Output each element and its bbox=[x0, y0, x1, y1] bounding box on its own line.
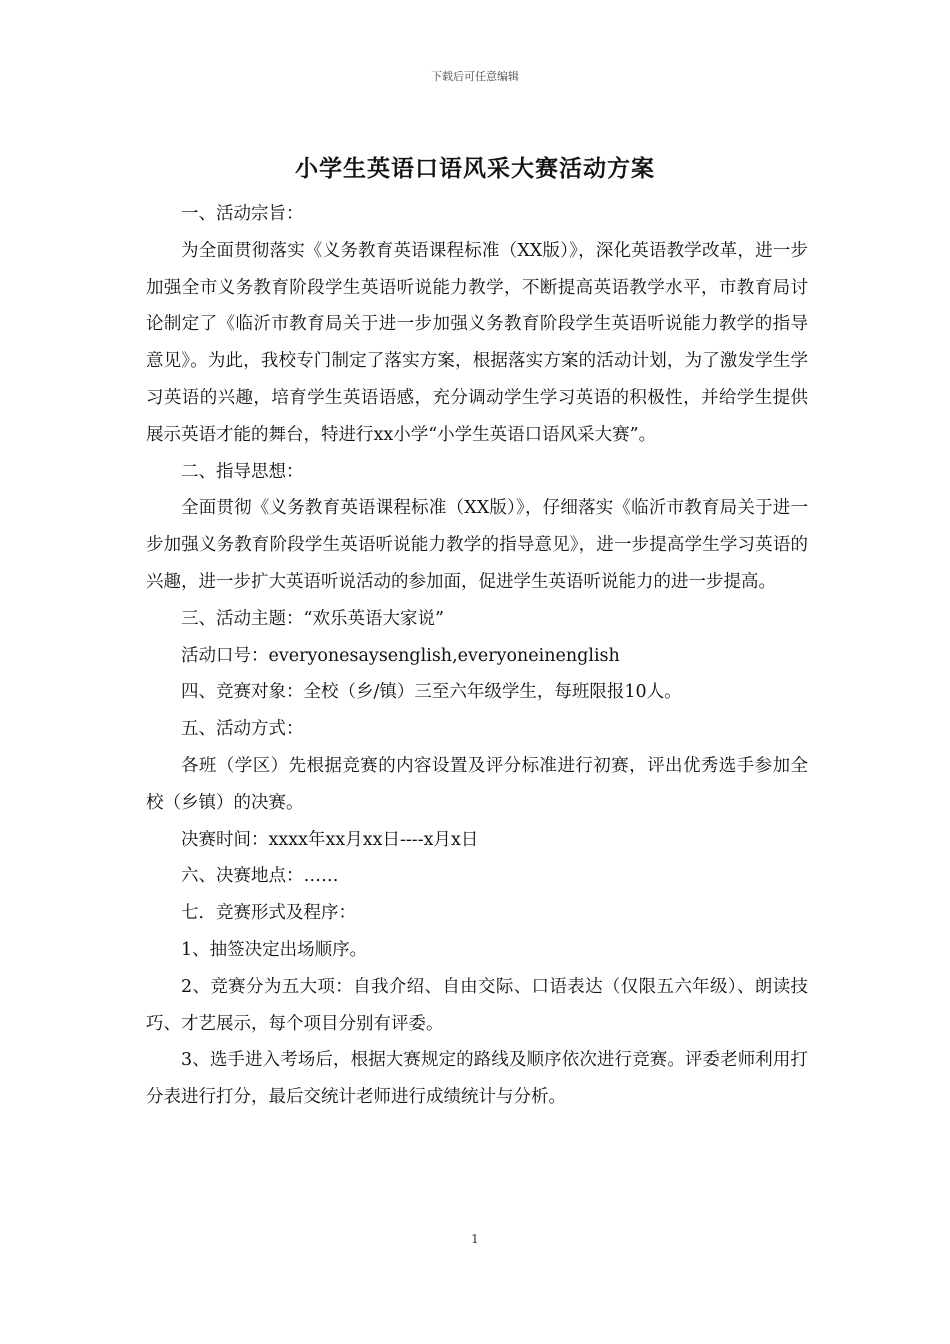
document-title: 小学生英语口语风采大赛活动方案 bbox=[295, 155, 655, 182]
section-heading-purpose: 一、活动宗旨： bbox=[181, 204, 304, 224]
section-heading-format: 七．竞赛形式及程序： bbox=[181, 903, 356, 924]
section-heading-participants: 四、竞赛对象：全校（乡/镇）三至六年级学生，每班限报10人。 bbox=[181, 682, 682, 703]
list-item-1: 1、抽签决定出场顺序。 bbox=[181, 939, 368, 960]
section-heading-theme: 三、活动主题：“欢乐英语大家说” bbox=[181, 608, 444, 629]
list-item-3: 3、选手进入考场后，根据大赛规定的路线及顺序依次进行竞赛。评委老师利用打分表进行打分，最后交统计老师进行成绩统计与分析。 bbox=[146, 1050, 808, 1108]
paragraph-guiding-thought: 全面贯彻《义务教育英语课程标准（XX版）》，仔细落实《临沂市教育局关于进一步加强义务教育阶段学生英语听说能力教学的指导意见》，进一步提高学生学习英语的兴趣，进一步扩大英语听说活动的参加面，促进学生英语听说能力的进一步提高。 bbox=[146, 498, 808, 592]
header-note: 下载后可任意编辑 bbox=[431, 70, 519, 83]
document-body bbox=[146, 196, 808, 1116]
paragraph-slogan: 活动口号：everyonesaysenglish,everyoneinenglish bbox=[181, 645, 620, 666]
section-heading-guiding-thought: 二、指导思想： bbox=[181, 461, 304, 482]
paragraph-final-time: 决赛时间：xxxx年xx月xx日----x月x日 bbox=[181, 829, 479, 850]
paragraph-purpose: 为全面贯彻落实《义务教育英语课程标准（XX版）》，深化英语教学改革，进一步加强全市义务教育阶段学生英语听说能力教学，不断提高英语教学水平，市教育局讨论制定了《临沂市教育局关于进一步加强义务教育阶段学生英语听说能力教学的指导意见》。为此，我校专门制定了落实方案，根据落实方案的活动计划，为了激发学生学习英语的兴趣，培育学生英语语感，充分调动学生学习英语的积极性，并给学生提供展示英语才能的舞台，特进行xx小学“小学生英语口语风采大赛”。 bbox=[146, 240, 808, 445]
section-heading-location: 六、决赛地点：…… bbox=[181, 866, 339, 887]
section-heading-method: 五、活动方式： bbox=[181, 719, 304, 740]
list-item-2: 2、竞赛分为五大项：自我介绍、自由交际、口语表达（仅限五六年级）、朗读技巧、才艺展示，每个项目分别有评委。 bbox=[146, 976, 808, 1034]
paragraph-method: 各班（学区）先根据竞赛的内容设置及评分标准进行初赛，评出优秀选手参加全校（乡镇）的决赛。 bbox=[146, 755, 808, 813]
page-number: 1 bbox=[471, 1232, 479, 1246]
